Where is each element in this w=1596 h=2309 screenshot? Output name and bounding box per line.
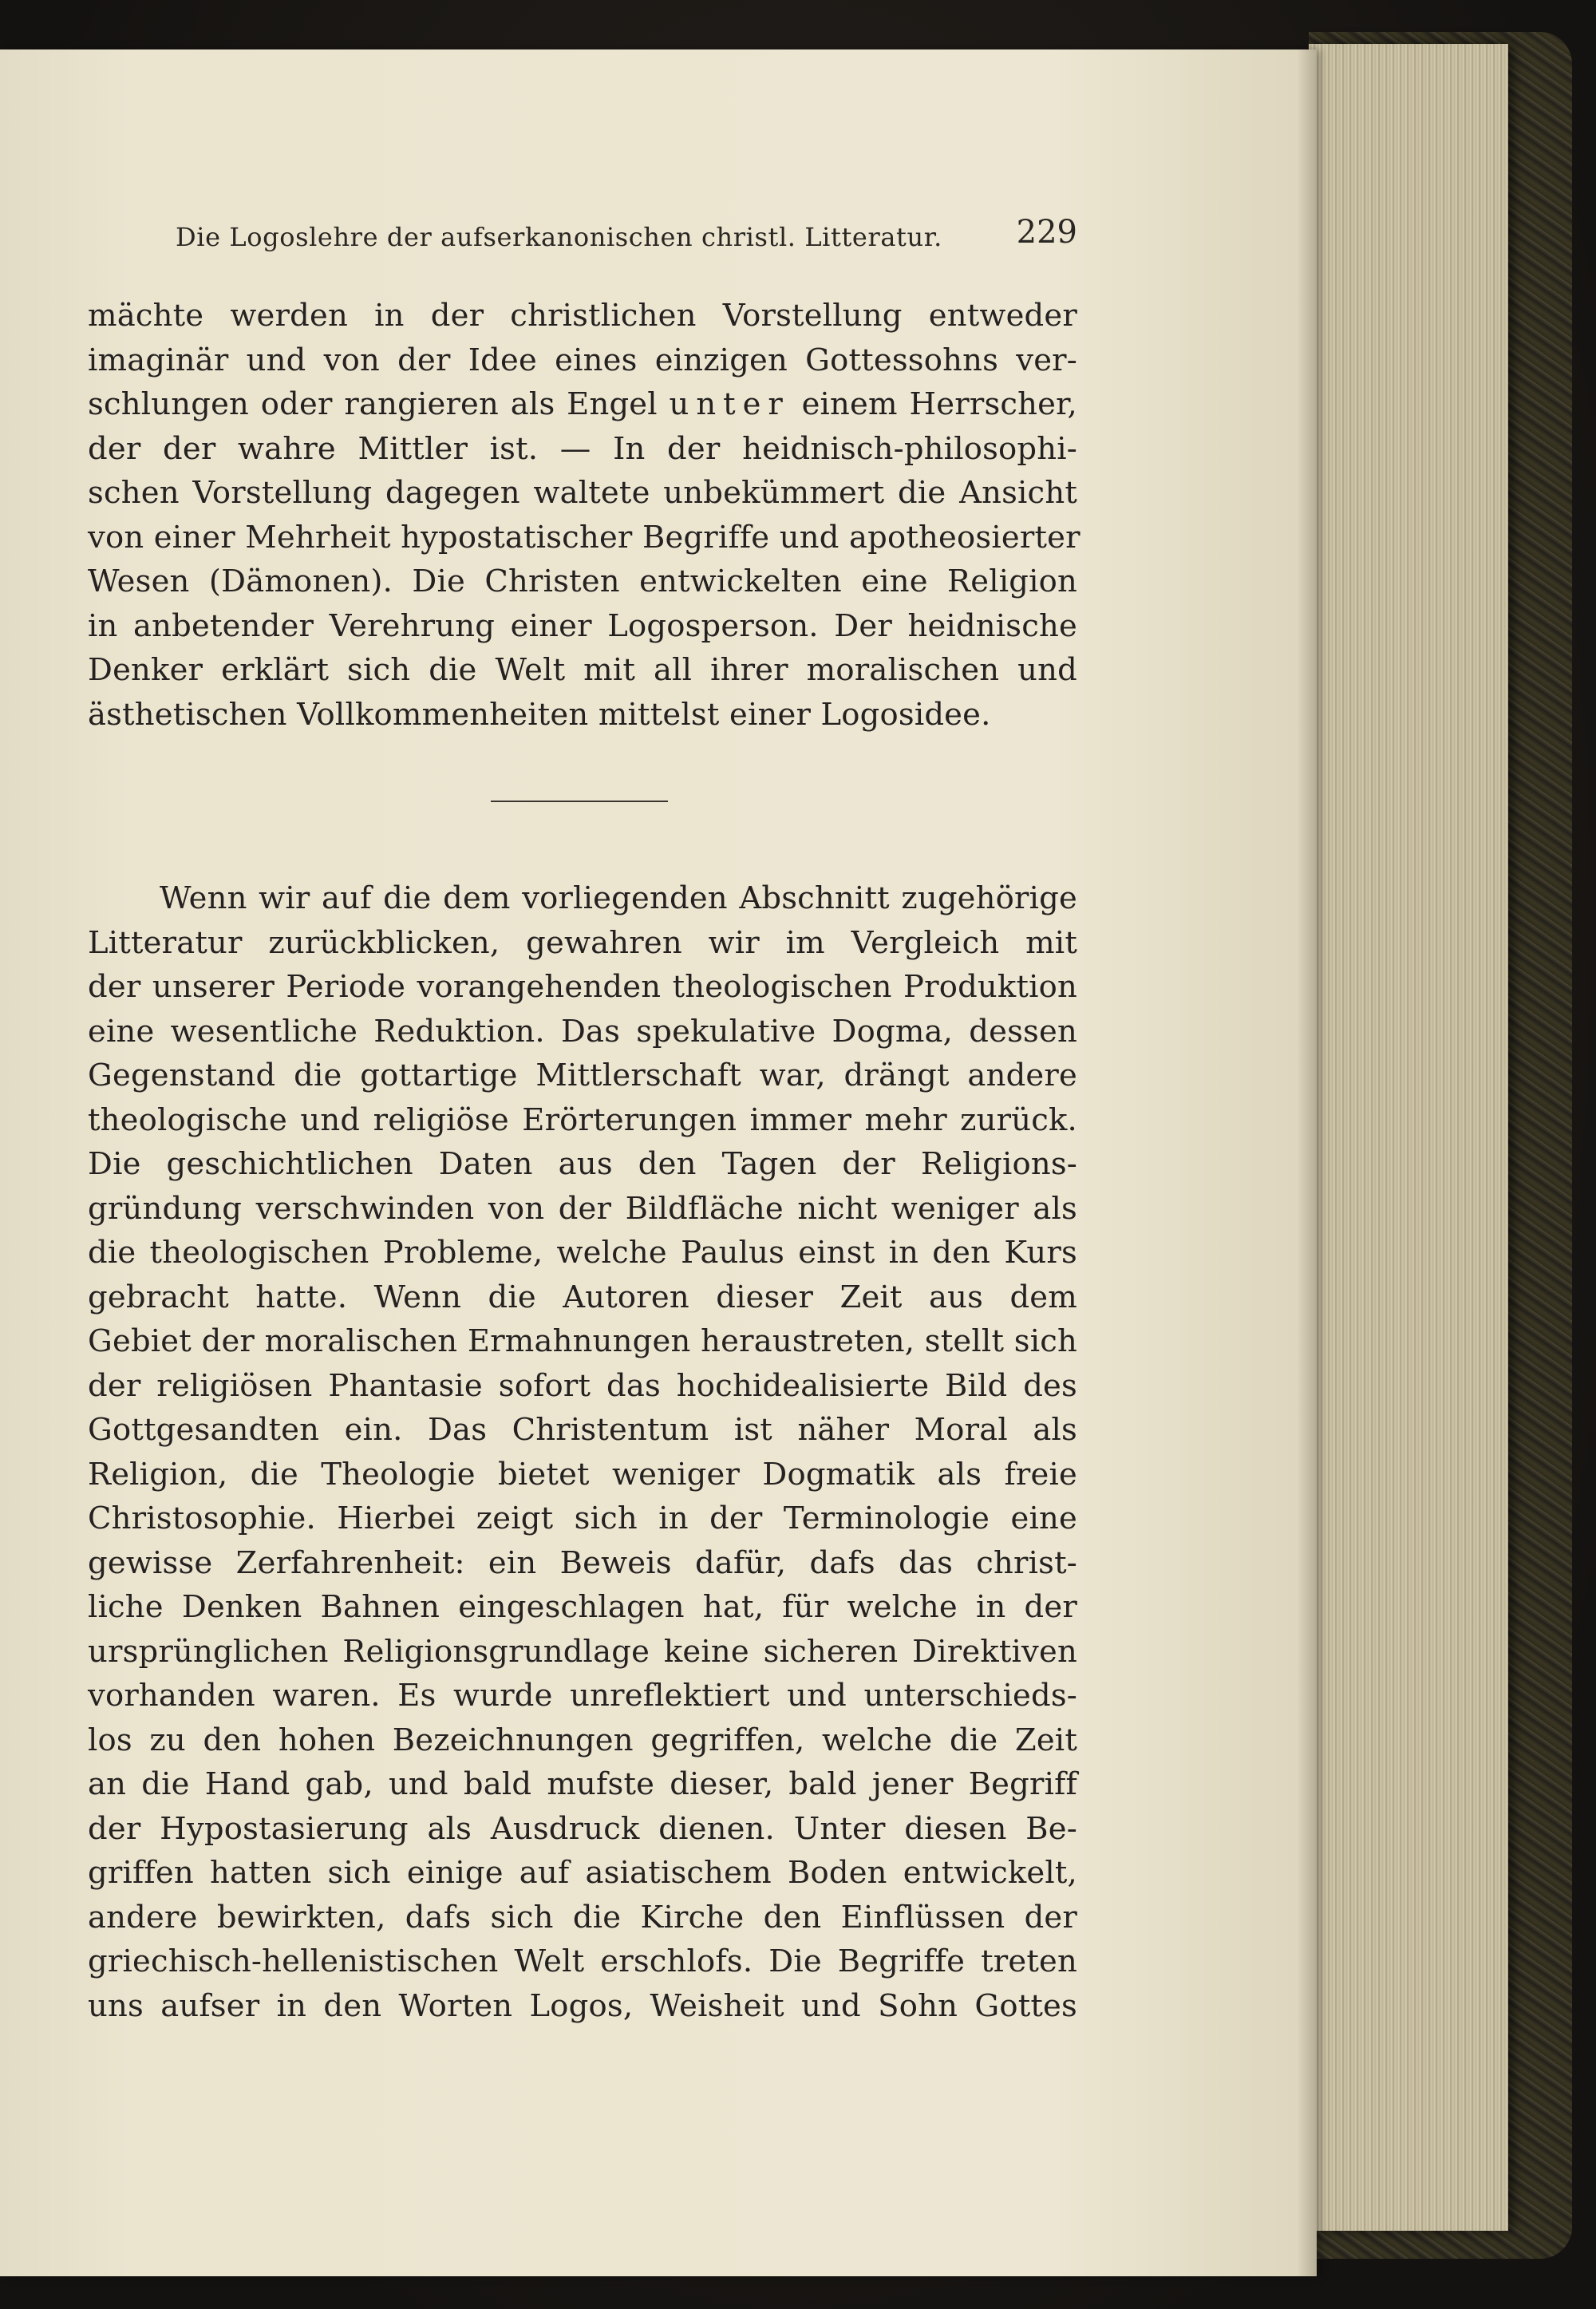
- text-line: Wenn wir auf die dem vorliegenden Abschnitt zugehörige: [160, 880, 1077, 916]
- text-line: griechisch-hellenistischen Welt erschlofs. Die Begriffe treten: [88, 1943, 1077, 1979]
- text-segment: schlungen oder rangieren als Engel: [88, 386, 658, 422]
- text-line: der der wahre Mittler ist. — In der heidnisch-philosophi-: [88, 430, 1077, 467]
- text-line: ursprünglichen Religionsgrundlage keine sicheren Direktiven: [88, 1633, 1077, 1670]
- text-line: theologische und religiöse Erörterungen immer mehr zurück.: [88, 1101, 1077, 1138]
- text-line: andere bewirkten, dafs sich die Kirche den Einflüssen der: [88, 1899, 1077, 1935]
- text-line: eine wesentliche Reduktion. Das spekulative Dogma, dessen: [88, 1013, 1077, 1050]
- text-line: liche Denken Bahnen eingeschlagen hat, für welche in der: [88, 1589, 1077, 1625]
- running-head: [176, 214, 1077, 262]
- text-line: Gegenstand die gottartige Mittlerschaft war, drängt andere: [88, 1058, 1077, 1093]
- text-line: der unserer Periode vorangehenden theologischen Produktion: [88, 969, 1077, 1005]
- emphasis-word: unter: [669, 386, 790, 422]
- text-line: in anbetender Verehrung einer Logosperson. Der heidnische: [88, 607, 1077, 644]
- text-line: mächte werden in der christlichen Vorstellung entweder: [88, 298, 1077, 334]
- text-line: Religion, die Theologie bietet weniger Dogmatik als freie: [88, 1456, 1077, 1493]
- text-segment: einem Herrscher,: [801, 386, 1077, 422]
- text-line: [88, 382, 1077, 427]
- text-line: ästhetischen Vollkommenheiten mittelst einer Logosidee.: [88, 696, 991, 733]
- text-line: uns aufser in den Worten Logos, Weisheit und Sohn Gottes: [88, 1987, 1077, 2024]
- page-number: 229: [1016, 214, 1077, 251]
- text-line: von einer Mehrheit hypostatischer Begriffe und apotheosierter: [88, 519, 1080, 556]
- text-line: griffen hatten sich einige auf asiatischem Boden entwickelt,: [88, 1855, 1077, 1891]
- text-line: imaginär und von der Idee eines einzigen Gottessohns ver-: [88, 342, 1077, 378]
- page-gutter-shadow: [1297, 49, 1317, 2276]
- text-line: Die geschichtlichen Daten aus den Tagen der Religions-: [88, 1146, 1077, 1182]
- text-line: los zu den hohen Bezeichnungen gegriffen, welche die Zeit: [88, 1722, 1077, 1758]
- paragraph-1: [88, 294, 1080, 737]
- text-line: Gebiet der moralischen Ermahnungen heraustreten, stellt sich: [88, 1323, 1077, 1359]
- text-line: Gottgesandten ein. Das Christentum ist näher Moral als: [88, 1412, 1077, 1448]
- text-line: an die Hand gab, und bald mufste dieser, bald jener Begriff: [88, 1766, 1077, 1802]
- text-line: Denker erklärt sich die Welt mit all ihrer moralischen und: [88, 652, 1077, 688]
- text-line: Litteratur zurückblicken, gewahren wir im Vergleich mit: [88, 924, 1077, 961]
- text-line: Wesen (Dämonen). Die Christen entwickelten eine Religion: [88, 563, 1077, 599]
- running-head-title: Die Logoslehre der aufserkanonischen christl. Litteratur.: [176, 222, 942, 252]
- text-line: Christosophie. Hierbei zeigt sich in der Terminologie eine: [88, 1500, 1077, 1536]
- text-line: gewisse Zerfahrenheit: ein Beweis dafür, dafs das christ-: [88, 1544, 1077, 1581]
- paragraph-2: [88, 876, 1077, 2028]
- text-line: der Hypostasierung als Ausdruck dienen. Unter diesen Be-: [88, 1810, 1077, 1847]
- text-line: gründung verschwinden von der Bildfläche nicht weniger als: [88, 1190, 1077, 1227]
- section-divider: [491, 801, 668, 802]
- text-line: schen Vorstellung dagegen waltete unbekümmert die Ansicht: [88, 475, 1077, 511]
- page-edges: [1309, 44, 1508, 2231]
- text-line: der religiösen Phantasie sofort das hochidealisierte Bild des: [88, 1367, 1077, 1404]
- text-line: gebracht hatte. Wenn die Autoren dieser Zeit aus dem: [88, 1279, 1077, 1315]
- text-line: vorhanden waren. Es wurde unreflektiert und unterschieds-: [88, 1678, 1077, 1714]
- text-line: die theologischen Probleme, welche Paulus einst in den Kurs: [88, 1235, 1077, 1271]
